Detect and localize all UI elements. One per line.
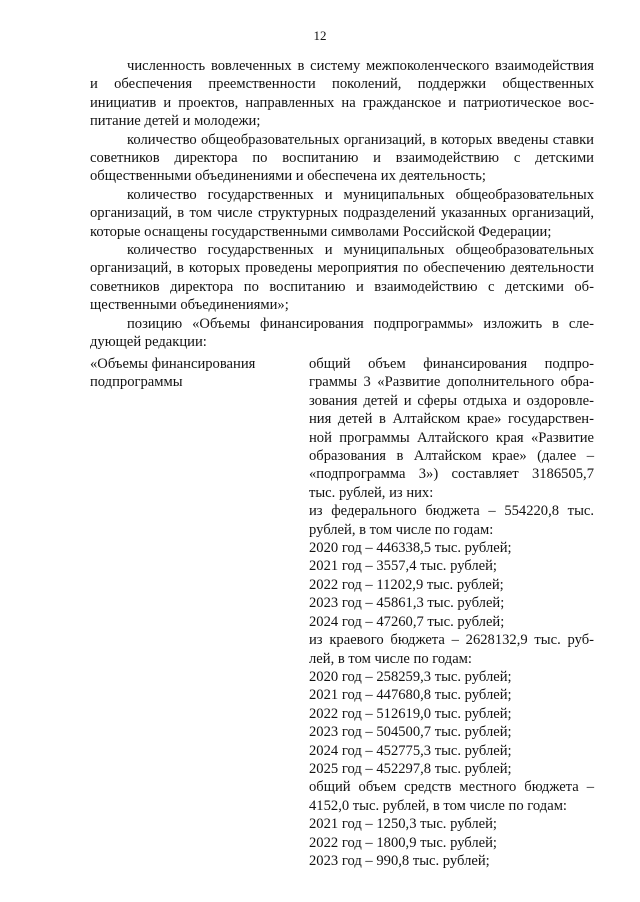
local-year-row: 2023 год – 990,8 тыс. рублей; [309,852,490,869]
paragraph-advisor-activities: количество государственных и муниципальных общеобразовательных организаций, в которых проведены мероприятия по обеспечению деятельности советников директора по воспитанию и взаимодействию с детскими общественными объединениями»; [90,242,594,314]
federal-budget-intro: из федерального бюджета – 554220,8 тыс. рублей, в том числе по годам: [309,503,594,538]
federal-year-row: 2024 год – 47260,7 тыс. рублей; [309,613,505,630]
funding-values [309,355,594,870]
funding-intro: общий объем финансирования подпрограммы 3 «Развитие дополнительного образования детей и сферы отдыха и оздоровления детей в Алтайском крае» государственной программы Алтайского края «Развитие образования в Алтайском крае» (далее – «подпрограмма 3») составляет 3186505,7 тыс. рублей, из них: [309,356,594,501]
paragraph-intergenerational: численность вовлеченных в систему межпоколенческого взаимодействия и обеспечения преемственности поколений, поддержки общественных инициатив и проектов, направленных на гражданское и патриотическое воспитание детей и молодежи; [90,58,594,130]
document-body [90,57,594,352]
local-budget-intro: общий объем средств местного бюджета – 4152,0 тыс. рублей, в том числе по годам: [309,779,594,814]
regional-year-row: 2024 год – 452775,3 тыс. рублей; [309,742,512,759]
paragraph-funding-position: позицию «Объемы финансирования подпрограммы» изложить в следующей редакции: [90,315,594,351]
federal-year-row: 2023 год – 45861,3 тыс. рублей; [309,595,505,612]
regional-year-row: 2025 год – 452297,8 тыс. рублей; [309,760,512,777]
local-year-row: 2021 год – 1250,3 тыс. рублей; [309,816,497,833]
paragraph-state-symbols: количество государственных и муниципальных общеобразовательных организаций, в том числе структурных подразделений указанных организаций, которые оснащены государственными символами Российской Федерации; [90,186,594,240]
funding-label: «Объемы финансирования подпрограммы [90,356,256,391]
regional-year-row: 2023 год – 504500,7 тыс. рублей; [309,724,512,741]
federal-year-row: 2020 год – 446338,5 тыс. рублей; [309,540,512,557]
federal-year-row: 2022 год – 11202,9 тыс. рублей; [309,576,504,593]
regional-year-row: 2022 год – 512619,0 тыс. рублей; [309,705,512,722]
regional-year-row: 2020 год – 258259,3 тыс. рублей; [309,668,512,685]
federal-year-row: 2021 год – 3557,4 тыс. рублей; [309,558,497,575]
local-year-row: 2022 год – 1800,9 тыс. рублей; [309,834,497,851]
paragraph-advisor-rates: количество общеобразовательных организаций, в которых введены ставки советников директора по воспитанию и взаимодействию с детскими общественными объединениями и обеспечена их деятельность; [90,131,594,185]
page-number: 12 [313,28,327,43]
regional-budget-intro: из краевого бюджета – 2628132,9 тыс. рублей, в том числе по годам: [309,632,594,667]
regional-year-row: 2021 год – 447680,8 тыс. рублей; [309,687,512,704]
